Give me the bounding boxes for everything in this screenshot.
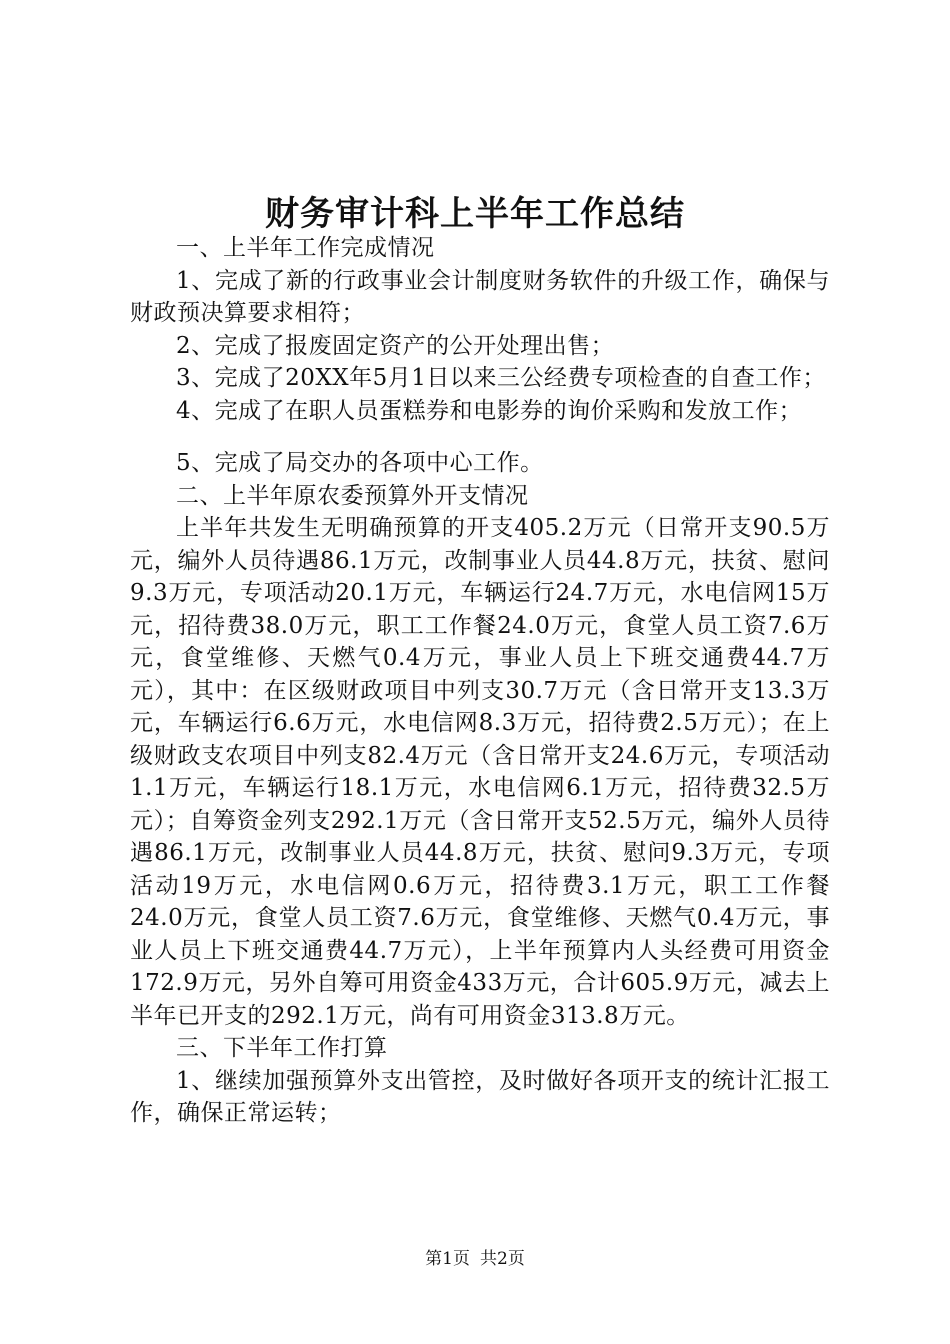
page-number: 第1页 bbox=[425, 1249, 470, 1269]
page-footer bbox=[0, 1244, 950, 1269]
paragraph-item-1: 1、完成了新的行政事业会计制度财务软件的升级工作，确保与财政预决算要求相符； bbox=[130, 267, 830, 326]
document-title: 财务审计科上半年工作总结 bbox=[265, 194, 685, 234]
paragraph-plan-1: 1、继续加强预算外支出管控，及时做好各项开支的统计汇报工作，确保正常运转； bbox=[130, 1067, 830, 1126]
paragraph-item-2: 2、完成了报废固定资产的公开处理出售； bbox=[176, 332, 615, 359]
paragraph-item-5: 5、完成了局交办的各项中心工作。 bbox=[176, 450, 544, 476]
document-body bbox=[130, 232, 830, 1130]
paragraph-expenditure: 上半年共发生无明确预算的开支405.2万元（日常开支90.5万元，编外人员待遇86.1万元，改制事业人员44.8万元，扶贫、慰问9.3万元，专项活动20.1万元，车辆运行24.7万元，水电信网15万元，招待费38.0万元，职工工作餐24.0万元，食堂人员工资7.6万元，食堂维修、天燃气0.4万元，事业人员上下班交通费44.7万元），其中：在区级财政项目中列支30.7万元（含日常开支13.3万元，车辆运行6.6万元，水电信网8.3万元，招待费2.5万元）；在上级财政支农项目中列支82.4万元（含日常开支24.6万元，专项活动1.1万元，车辆运行18.1万元，水电信网6.1万元，招待费32.5万元）；自筹资金列支292.1万元（含日常开支52.5万元，编外人员待遇86.1万元，改制事业人员44.8万元，扶贫、慰问9.3万元，专项活动19万元，水电信网0.6万元，招待费3.1万元，职工工作餐24.0万元，食堂人员工资7.6万元，食堂维修、天燃气0.4万元，事业人员上下班交通费44.7万元），上半年预算内人头经费可用资金172.9万元，另外自筹可用资金433万元，合计605.9万元，减去上半年已开支的292.1万元，尚有可用资金313.8万元。 bbox=[130, 515, 830, 1029]
section-heading-1: 一、上半年工作完成情况 bbox=[176, 235, 435, 261]
paragraph-item-4: 4、完成了在职人员蛋糕券和电影券的询价采购和发放工作； bbox=[176, 397, 803, 424]
paragraph-item-3: 3、完成了20XX年5月1日以来三公经费专项检查的自查工作； bbox=[176, 365, 826, 391]
section-heading-2: 二、上半年原农委预算外开支情况 bbox=[176, 482, 529, 509]
page-total: 共2页 bbox=[480, 1249, 525, 1269]
section-heading-3: 三、下半年工作打算 bbox=[176, 1035, 388, 1061]
